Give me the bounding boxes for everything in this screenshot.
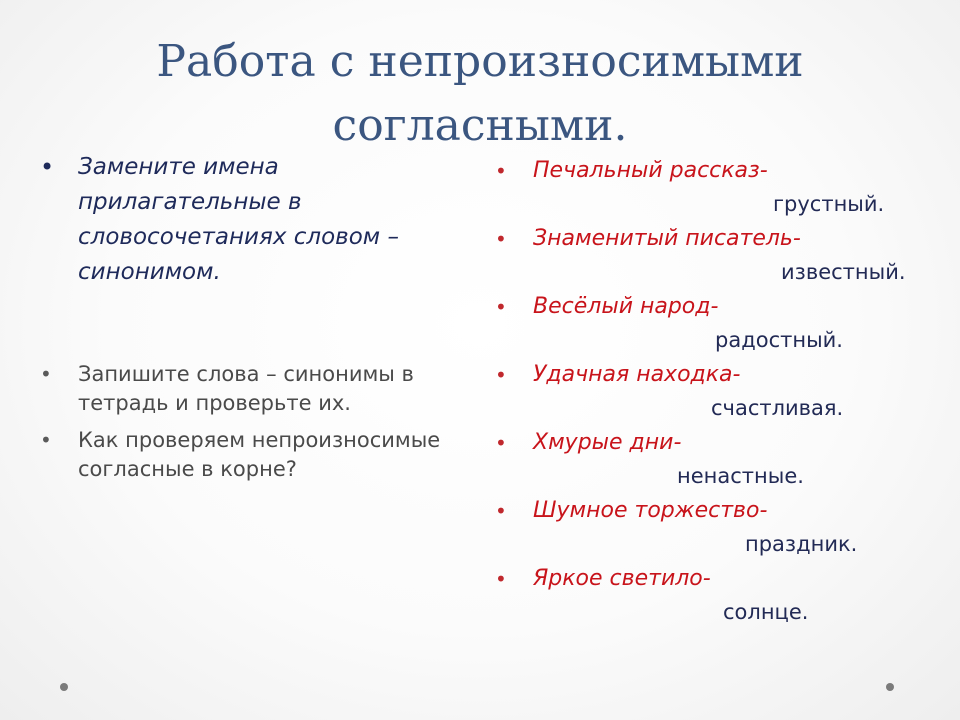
corner-dot-icon <box>886 683 894 691</box>
bullet-icon: • <box>40 362 52 386</box>
task-instruction <box>40 150 460 290</box>
synonym: праздник. <box>745 532 858 556</box>
list-item <box>495 360 935 428</box>
list-item <box>495 156 935 224</box>
phrase: Хмурые дни- <box>533 430 682 455</box>
bullet-icon: • <box>495 499 507 523</box>
bullet-write-synonyms <box>40 360 460 418</box>
synonym: ненастные. <box>677 464 804 488</box>
synonym: радостный. <box>715 328 843 352</box>
bullet-icon: • <box>495 431 507 455</box>
synonym: счастливая. <box>711 396 844 420</box>
bullet-icon: • <box>495 227 507 251</box>
synonym: известный. <box>781 260 906 284</box>
bullet-icon: • <box>495 567 507 591</box>
bullet-icon: • <box>40 428 52 452</box>
bullet-check-question <box>40 426 460 484</box>
corner-dot-icon <box>60 683 68 691</box>
phrase: Весёлый народ- <box>533 294 719 319</box>
bullet-icon: • <box>495 363 507 387</box>
synonym: грустный. <box>773 192 885 216</box>
phrase: Яркое светило- <box>533 566 711 591</box>
phrase: Знаменитый писатель- <box>533 226 801 251</box>
task-text: Замените имена прилагательные в словосочетаниях словом – синонимом. <box>78 154 399 285</box>
bullet-text: Как проверяем непроизносимые согласные в корне? <box>78 428 441 481</box>
list-item <box>495 496 935 564</box>
synonym: солнце. <box>723 600 809 624</box>
list-item <box>495 564 935 632</box>
bullet-text: Запишите слова – синонимы в тетрадь и проверьте их. <box>78 362 414 415</box>
slide-title: Работа с непроизносимыми согласными. <box>156 36 804 151</box>
phrase: Удачная находка- <box>533 362 741 387</box>
list-item <box>495 292 935 360</box>
phrase: Печальный рассказ- <box>533 158 768 183</box>
phrase: Шумное торжество- <box>533 498 768 523</box>
bullet-icon: • <box>495 295 507 319</box>
bullet-icon: • <box>495 159 507 183</box>
list-item <box>495 428 935 496</box>
list-item <box>495 224 935 292</box>
synonym-list <box>495 156 935 632</box>
bullet-icon: • <box>40 153 55 181</box>
left-column <box>40 150 460 484</box>
